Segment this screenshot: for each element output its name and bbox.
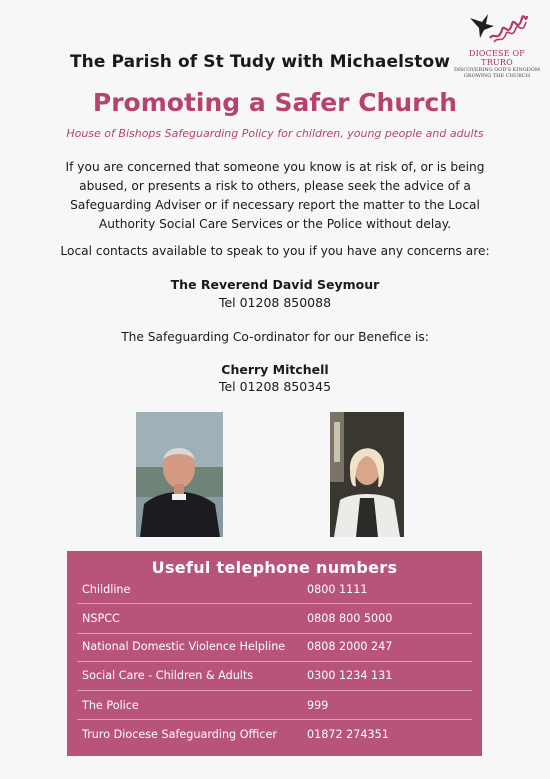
useful-numbers-box <box>67 551 482 756</box>
list-item <box>67 640 482 668</box>
dove-logo-icon <box>464 8 530 48</box>
paragraph-line: If you are concerned that someone you know is at risk of, or is being <box>65 160 485 174</box>
photo-reverend <box>136 412 223 537</box>
service-number: 01872 274351 <box>307 728 389 741</box>
service-label: NSPCC <box>82 612 120 625</box>
service-number: 0808 2000 247 <box>307 640 393 653</box>
contact-name-1: The Reverend David Seymour <box>170 277 380 292</box>
contact-name-2: Cherry Mitchell <box>221 362 329 377</box>
diocese-logo <box>452 8 542 88</box>
row-divider <box>77 633 472 634</box>
service-number: 0800 1111 <box>307 583 368 596</box>
parish-title: The Parish of St Tudy with Michaelstow <box>69 52 451 72</box>
list-item <box>67 583 482 611</box>
logo-tagline-1: DISCOVERING GOD'S KINGDOM <box>453 67 540 73</box>
service-number: 999 <box>307 699 329 712</box>
service-number: 0300 1234 131 <box>307 669 393 682</box>
service-label: The Police <box>82 699 139 712</box>
paragraph-line: abused, or presents a risk to others, please seek the advice of a <box>79 179 471 193</box>
service-label: Social Care - Children & Adults <box>82 669 254 682</box>
row-divider <box>77 719 472 720</box>
concern-paragraph <box>55 158 495 234</box>
list-item <box>67 612 482 640</box>
service-label: Truro Diocese Safeguarding Officer <box>82 728 277 741</box>
logo-tagline-2: GROWING THE CHURCH <box>463 73 531 79</box>
row-divider <box>77 690 472 691</box>
useful-numbers-title: Useful telephone numbers <box>151 558 398 577</box>
service-number: 0808 800 5000 <box>307 612 393 625</box>
row-divider <box>77 661 472 662</box>
paragraph-line: Safeguarding Adviser or if necessary report the matter to the Local <box>70 198 480 212</box>
contact-tel-2: Tel 01208 850345 <box>218 379 332 394</box>
list-item <box>67 728 482 756</box>
photo-coordinator <box>330 412 404 537</box>
list-item <box>67 699 482 727</box>
coordinator-intro: The Safeguarding Co-ordinator for our Benefice is: <box>121 330 429 344</box>
service-label: National Domestic Violence Helpline <box>82 640 286 653</box>
contacts-intro: Local contacts available to speak to you if you have any concerns are: <box>60 244 490 258</box>
list-item <box>67 669 482 697</box>
service-label: Childline <box>82 583 131 596</box>
paragraph-line: Authority Social Care Services or the Police without delay. <box>98 217 452 231</box>
logo-name: DIOCESE OF TRURO <box>468 49 526 67</box>
policy-subtitle: House of Bishops Safeguarding Policy for children, young people and adults <box>66 127 484 140</box>
contact-tel-1: Tel 01208 850088 <box>218 295 332 310</box>
page-heading: Promoting a Safer Church <box>92 88 458 117</box>
row-divider <box>77 603 472 604</box>
